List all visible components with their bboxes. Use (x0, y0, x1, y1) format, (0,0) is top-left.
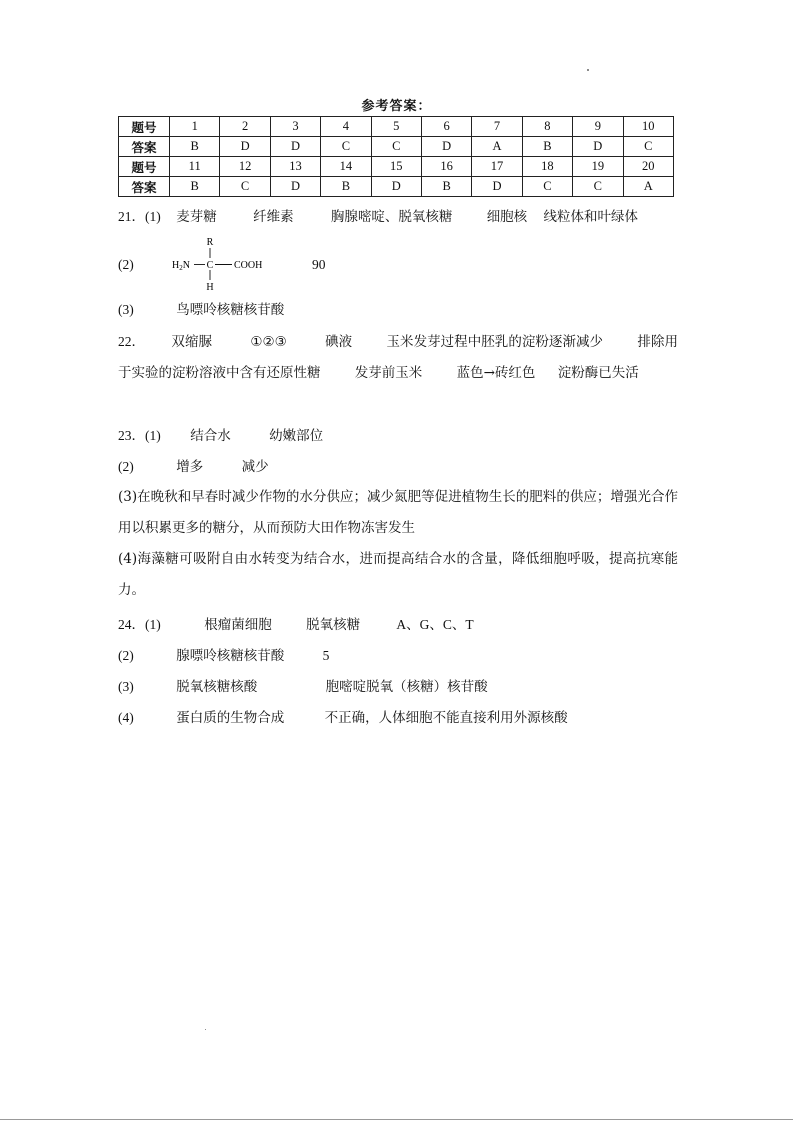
q24-p1-number: 24．(1) (118, 617, 161, 632)
q22-number: 22． (118, 334, 146, 349)
page-bottom-rule (0, 1119, 793, 1120)
answer-table-cell: 13 (270, 157, 320, 177)
answer-table-cell: C (623, 137, 673, 157)
answer-table-cell: C (522, 177, 572, 197)
answer-table-cell: C (321, 137, 371, 157)
answer-table-cell: 17 (472, 157, 522, 177)
q23-p2-answer: 减少 (241, 459, 269, 475)
q23-p2-answer: 增多 (176, 459, 204, 475)
q21-part1 (118, 206, 678, 228)
q22-answer: 玉米发芽过程中胚乳的淀粉逐渐减少 (386, 334, 604, 350)
q21-part3 (118, 299, 678, 321)
answer-table-cell: 6 (421, 117, 471, 137)
answer-table-cell: 4 (321, 117, 371, 137)
answer-table-cell: 2 (220, 117, 270, 137)
formula-h2n: $H_2N$ (172, 260, 190, 272)
answer-table (118, 116, 674, 197)
q24-part2 (118, 645, 678, 667)
answer-table-cell: B (170, 137, 220, 157)
answer-table-cell: A (623, 177, 673, 197)
q24-part4 (118, 707, 678, 729)
q24-p1-answer: 根瘤菌细胞 (204, 617, 272, 633)
answer-table-cell: 11 (170, 157, 220, 177)
q21-p3-number: (3) (118, 302, 134, 317)
formula-cooh: COOH (234, 260, 263, 271)
q23-p2-number: (2) (118, 459, 134, 474)
answer-table-cell: C (220, 177, 270, 197)
answer-table-cell: D (421, 137, 471, 157)
decorative-dot (205, 1029, 206, 1030)
answer-table-cell: 14 (321, 157, 371, 177)
answer-table-row (119, 137, 674, 157)
answer-table-cell: D (220, 137, 270, 157)
q24-p4-answer: 不正确，人体细胞不能直接利用外源核酸 (324, 710, 568, 726)
q21-p1-answer: 线粒体和叶绿体 (543, 209, 638, 225)
q22-answer: ①②③ (250, 334, 287, 350)
answer-table-row-header: 题号 (119, 117, 170, 137)
q21-p1-answer: 细胞核 (486, 209, 528, 225)
answer-table-row (119, 177, 674, 197)
q21-p2-number: (2) (118, 257, 134, 272)
q24-p3-answer: 脱氧核糖核酸 (176, 679, 258, 695)
q24-p1-answer: A、G、C、T (396, 617, 474, 632)
q22-answer: 发芽前玉米 (354, 365, 423, 381)
answer-table-cell: 15 (371, 157, 421, 177)
q22-answer: 排除用于实验的淀粉溶液中含有还原性糖 (118, 334, 678, 381)
formula-h: H (206, 282, 214, 292)
answer-table-cell: 10 (623, 117, 673, 137)
q23-part3: (3)在晚秋和早春时减少作物的水分供应；减少氮肥等促进植物生长的肥料的供应；增强光合作用以积累更多的糖分，从而预防大田作物冻害发生 (118, 489, 678, 536)
answer-table-cell: C (371, 137, 421, 157)
amino-acid-structure-formula (170, 236, 290, 292)
q23-part2 (118, 456, 678, 478)
q24-p3-answer: 胞嘧啶脱氧（核糖）核苷酸 (325, 679, 488, 695)
answer-table-row-header: 答案 (119, 177, 170, 197)
answer-table-cell: B (421, 177, 471, 197)
answer-table-cell: B (321, 177, 371, 197)
q24-p2-number: (2) (118, 648, 134, 663)
q22-answer: 双缩脲 (171, 334, 213, 350)
q22-answer: 碘液 (325, 334, 353, 350)
q24-p4-answer: 蛋白质的生物合成 (176, 710, 285, 726)
q24-p2-answer: 5 (322, 648, 330, 663)
q21-p1-answer: 麦芽糖 (176, 209, 217, 225)
answer-table-cell: 20 (623, 157, 673, 177)
q23-p1-answer: 结合水 (190, 428, 231, 444)
answer-table-cell: B (522, 137, 572, 157)
q23-part1 (118, 425, 678, 447)
q22-paragraph (118, 326, 678, 389)
q21-p3-answer: 鸟嘌呤核糖核苷酸 (176, 302, 285, 318)
answer-table-cell: A (472, 137, 522, 157)
decorative-dot (587, 69, 589, 71)
answer-table-cell: 1 (170, 117, 220, 137)
q24-part1 (118, 614, 678, 636)
q21-p1-answer: 胸腺嘧啶、脱氧核糖 (330, 209, 453, 225)
q21-p1-number: 21．(1) (118, 209, 161, 224)
answer-table-cell: 19 (573, 157, 623, 177)
answer-table-cell: 7 (472, 117, 522, 137)
answer-table-cell: 5 (371, 117, 421, 137)
q21-p2-value: 90 (312, 257, 326, 272)
answer-table-row-header: 答案 (119, 137, 170, 157)
answer-table-cell: 12 (220, 157, 270, 177)
formula-r: R (206, 237, 214, 248)
q23-p1-number: 23．(1) (118, 428, 161, 443)
answer-table-cell: 9 (573, 117, 623, 137)
answer-table-row (119, 117, 674, 137)
q24-part3 (118, 676, 678, 698)
answer-table-row (119, 157, 674, 177)
q24-p1-answer: 脱氧核糖 (306, 617, 361, 633)
q21-p1-answer: 纤维素 (253, 209, 294, 225)
answer-table-cell: B (170, 177, 220, 197)
answer-table-cell: C (573, 177, 623, 197)
answer-table-cell: 3 (270, 117, 320, 137)
answer-table-cell: 8 (522, 117, 572, 137)
answer-table-cell: 16 (421, 157, 471, 177)
answer-table-cell: D (270, 177, 320, 197)
q24-p4-number: (4) (118, 710, 134, 725)
answer-table-cell: 18 (522, 157, 572, 177)
answer-table-row-header: 题号 (119, 157, 170, 177)
q22-answer: 淀粉酶已失活 (557, 365, 639, 381)
q23-part4: (4)海藻糖可吸附自由水转变为结合水，进而提高结合水的含量，降低细胞呼吸，提高抗寒能力。 (118, 551, 678, 598)
page-title: 参考答案： (361, 99, 432, 114)
answer-table-cell: D (371, 177, 421, 197)
q24-p2-answer: 腺嘌呤核糖核苷酸 (176, 648, 285, 664)
q24-p3-number: (3) (118, 679, 134, 694)
q22-answer: 蓝色→砖红色 (456, 365, 536, 381)
answer-table-cell: D (270, 137, 320, 157)
q23-p1-answer: 幼嫩部位 (269, 428, 324, 444)
formula-c: C (206, 260, 214, 271)
answer-table-cell: D (573, 137, 623, 157)
answer-table-cell: D (472, 177, 522, 197)
